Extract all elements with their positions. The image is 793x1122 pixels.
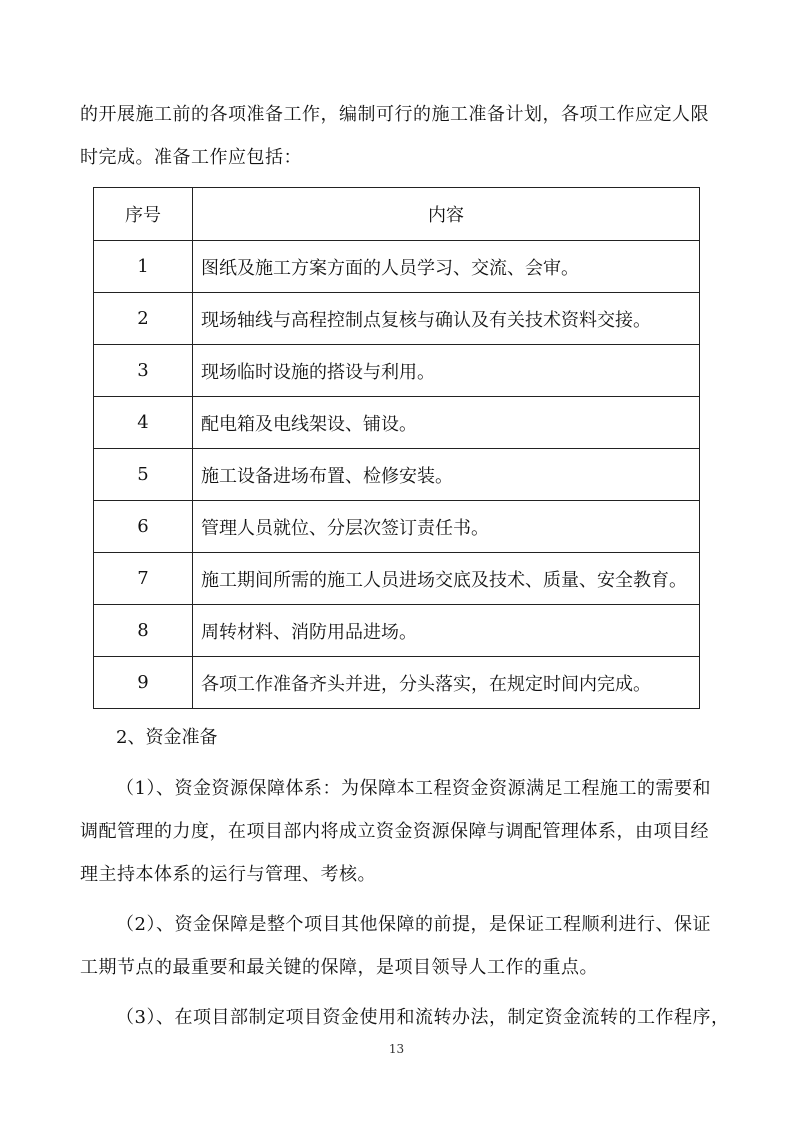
row-content: 施工期间所需的施工人员进场交底及技术、质量、安全教育。	[193, 553, 700, 605]
para2-line-1: （2）、资金保障是整个项目其他保障的前提，是保证工程顺利进行、保证	[116, 914, 711, 935]
table-row	[94, 501, 700, 553]
row-content: 管理人员就位、分层次签订责任书。	[193, 501, 700, 553]
row-content: 图纸及施工方案方面的人员学习、交流、会审。	[193, 241, 700, 293]
para2-line-2: 工期节点的最重要和最关键的保障，是项目领导人工作的重点。	[80, 957, 598, 978]
table-row	[94, 241, 700, 293]
table-row	[94, 397, 700, 449]
table-header-row	[94, 188, 700, 241]
row-number: 2	[94, 293, 193, 345]
header-no: 序号	[94, 188, 193, 241]
row-number: 6	[94, 501, 193, 553]
intro-line-2: 时完成。准备工作应包括：	[80, 147, 302, 168]
para1-line-1: （1）、资金资源保障体系：为保障本工程资金资源满足工程施工的需要和	[116, 778, 711, 799]
table-row	[94, 553, 700, 605]
table-body	[94, 241, 700, 709]
page-number: 13	[388, 1042, 405, 1056]
row-number: 4	[94, 397, 193, 449]
row-content: 现场轴线与高程控制点复核与确认及有关技术资料交接。	[193, 293, 700, 345]
row-content: 各项工作准备齐头并进，分头落实，在规定时间内完成。	[193, 657, 700, 709]
intro-line-1: 的开展施工前的各项准备工作，编制可行的施工准备计划，各项工作应定人限	[80, 104, 709, 125]
row-number: 7	[94, 553, 193, 605]
table-row	[94, 293, 700, 345]
row-content: 配电箱及电线架设、铺设。	[193, 397, 700, 449]
row-number: 1	[94, 241, 193, 293]
table-row	[94, 657, 700, 709]
row-content: 施工设备进场布置、检修安装。	[193, 449, 700, 501]
row-content: 周转材料、消防用品进场。	[193, 605, 700, 657]
preparation-table	[93, 187, 700, 709]
row-content: 现场临时设施的搭设与利用。	[193, 345, 700, 397]
table-row	[94, 449, 700, 501]
table-row	[94, 345, 700, 397]
row-number: 8	[94, 605, 193, 657]
para1-line-3: 理主持本体系的运行与管理、考核。	[80, 864, 376, 885]
section-heading-funding: 2、资金准备	[116, 727, 218, 748]
row-number: 3	[94, 345, 193, 397]
header-content: 内容	[193, 188, 700, 241]
table-row	[94, 605, 700, 657]
row-number: 5	[94, 449, 193, 501]
row-number: 9	[94, 657, 193, 709]
para1-line-2: 调配管理的力度，在项目部内将成立资金资源保障与调配管理体系，由项目经	[80, 821, 709, 842]
para3-line-1: （3）、在项目部制定项目资金使用和流转办法，制定资金流转的工作程序，	[116, 1007, 730, 1028]
